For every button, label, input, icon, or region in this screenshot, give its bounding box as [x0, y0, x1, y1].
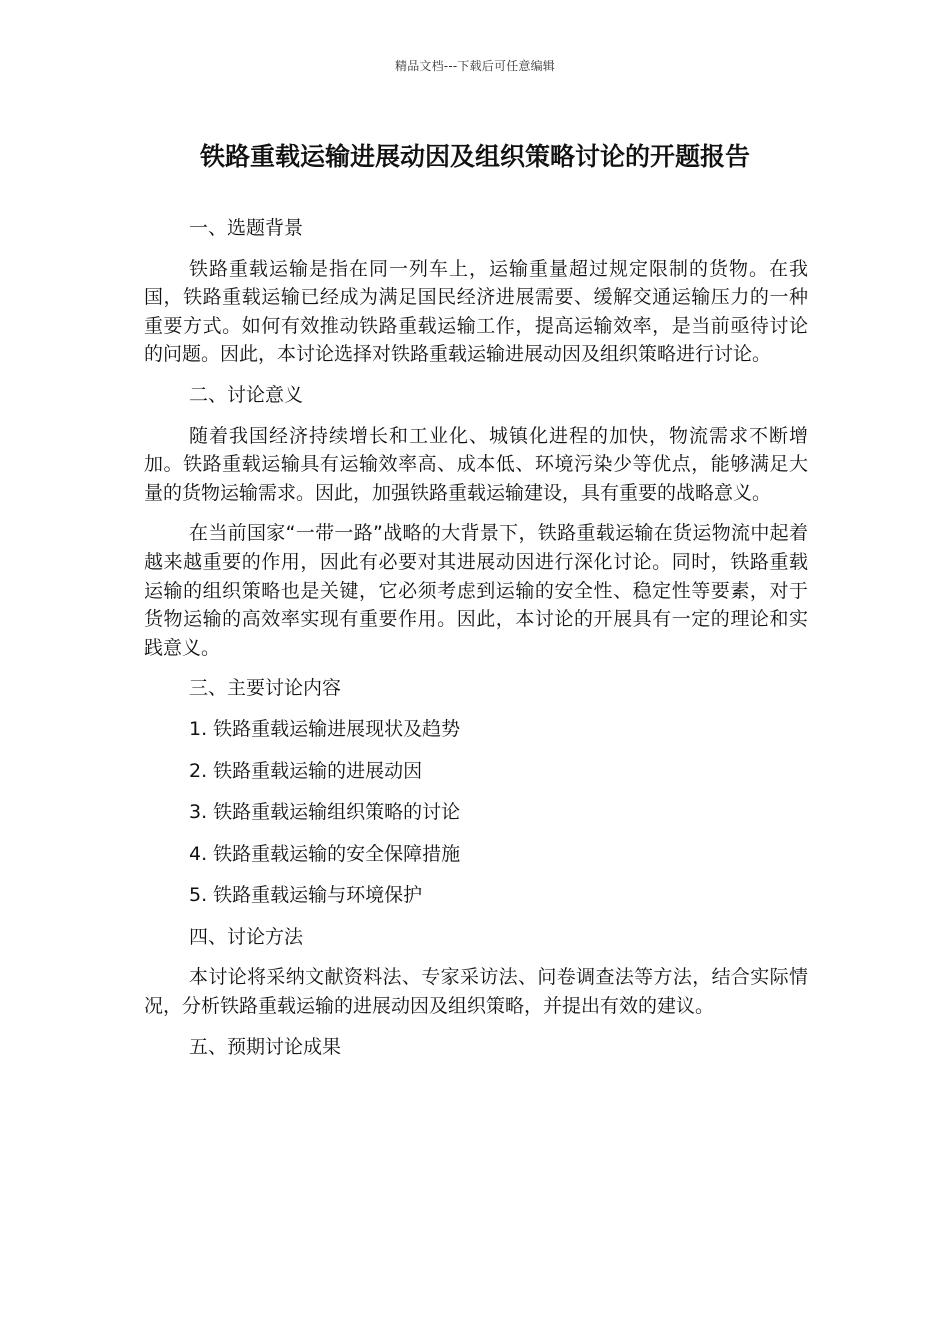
document-title: 铁路重载运输进展动因及组织策略讨论的开题报告 — [199, 142, 750, 171]
list-item: 4. 铁路重载运输的安全保障措施 — [189, 842, 461, 865]
list-item: 1. 铁路重载运输进展现状及趋势 — [189, 717, 461, 740]
section-heading-background: 一、选题背景 — [189, 217, 304, 239]
paragraph-significance-2: 在当前国家“一带一路”战略的大背景下，铁路重载运输在货运物流中起着越来越重要的作用，因此有必要对其进展动因进行深化讨论。同时，铁路重载运输的组织策略也是关键，它必须考虑到运输的安全性、稳定性等要素，对于货物运输的高效率实现有重要作用。因此，本讨论的开展具有一定的理论和实践意义。 — [144, 522, 808, 659]
document-body — [144, 214, 808, 1073]
section-heading-content: 三、主要讨论内容 — [189, 677, 342, 700]
paragraph-method: 本讨论将采纳文献资料法、专家采访法、问卷调查法等方法，结合实际情况，分析铁路重载运输的进展动因及组织策略，并提出有效的建议。 — [144, 966, 808, 1018]
list-item: 2. 铁路重载运输的进展动因 — [189, 759, 423, 782]
section-heading-method: 四、讨论方法 — [189, 925, 304, 948]
list-item: 5. 铁路重载运输与环境保护 — [189, 884, 423, 907]
header-note: 精品文档---下载后可任意编辑 — [395, 59, 555, 73]
section-heading-significance: 二、讨论意义 — [189, 383, 304, 406]
section-heading-expected-results: 五、预期讨论成果 — [189, 1035, 342, 1058]
paragraph-background: 铁路重载运输是指在同一列车上，运输重量超过规定限制的货物。在我国，铁路重载运输已经成为满足国民经济进展需要、缓解交通运输压力的一种重要方式。如何有效推动铁路重载运输工作，提高运输效率，是当前亟待讨论的问题。因此，本讨论选择对铁路重载运输进展动因及组织策略进行讨论。 — [144, 257, 808, 366]
list-item: 3. 铁路重载运输组织策略的讨论 — [189, 801, 461, 824]
paragraph-significance-1: 随着我国经济持续增长和工业化、城镇化进程的加快，物流需求不断增加。铁路重载运输具有运输效率高、成本低、环境污染少等优点，能够满足大量的货物运输需求。因此，加强铁路重载运输建设，具有重要的战略意义。 — [144, 424, 808, 504]
